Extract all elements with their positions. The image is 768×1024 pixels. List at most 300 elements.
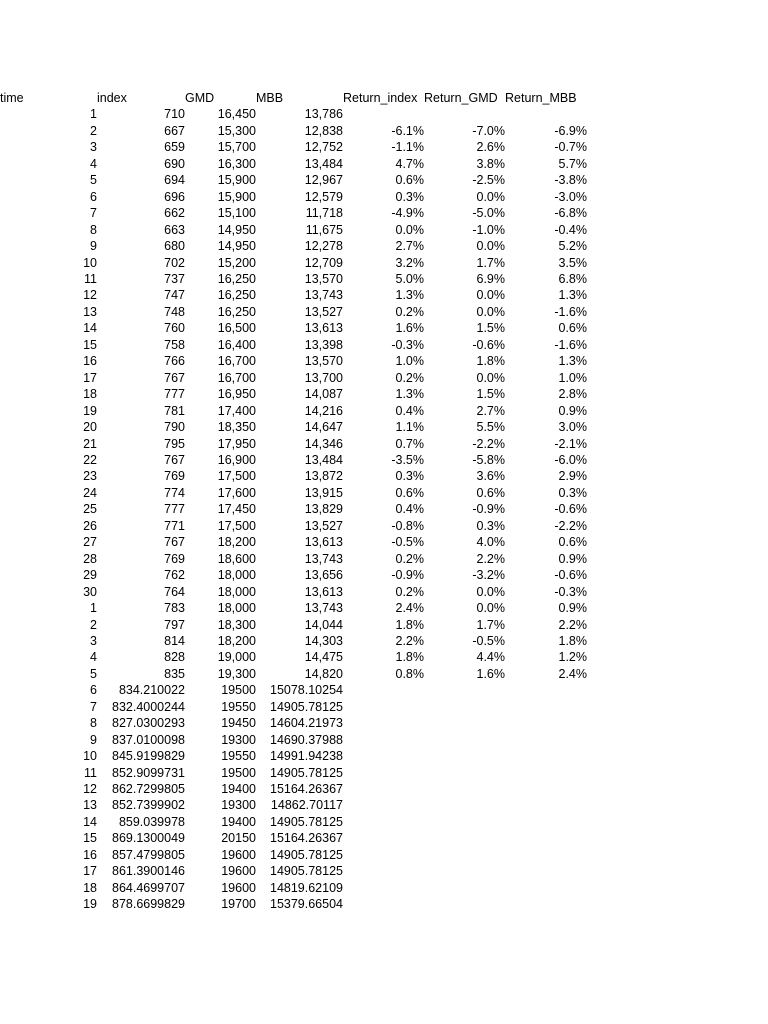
table-row bbox=[0, 682, 587, 698]
table-row bbox=[0, 123, 587, 139]
cell-return-index: 0.6% bbox=[395, 485, 424, 500]
cell-gmd: 17,500 bbox=[217, 518, 256, 533]
table-body bbox=[0, 106, 587, 912]
cell-return-index: 0.8% bbox=[395, 666, 424, 681]
cell-return-mbb: 0.9% bbox=[558, 403, 587, 418]
table-row bbox=[0, 765, 587, 781]
table-row bbox=[0, 633, 587, 649]
cell-return-gmd: -0.9% bbox=[472, 502, 505, 517]
cell-mbb: 14905.78125 bbox=[270, 814, 343, 829]
cell-return-index: -0.8% bbox=[391, 518, 424, 533]
cell-return-gmd: 0.0% bbox=[476, 288, 505, 303]
cell-time: 14 bbox=[83, 321, 97, 336]
cell-return-index bbox=[343, 732, 424, 748]
cell-return-index: -0.5% bbox=[391, 535, 424, 550]
cell-time: 13 bbox=[83, 798, 97, 813]
cell-time: 25 bbox=[83, 502, 97, 517]
cell-index: 696 bbox=[164, 189, 185, 204]
cell-return-gmd bbox=[424, 682, 505, 698]
cell-return-mbb: 0.3% bbox=[558, 485, 587, 500]
cell-return-mbb: -6.8% bbox=[554, 206, 587, 221]
cell-mbb: 15078.10254 bbox=[270, 683, 343, 698]
cell-gmd: 15,900 bbox=[217, 189, 256, 204]
data-table bbox=[0, 90, 587, 913]
cell-return-gmd bbox=[424, 748, 505, 764]
cell-gmd: 19400 bbox=[221, 782, 256, 797]
cell-return-gmd: 2.2% bbox=[476, 551, 505, 566]
cell-gmd: 16,250 bbox=[217, 304, 256, 319]
cell-time: 2 bbox=[90, 123, 97, 138]
cell-return-mbb: 0.6% bbox=[558, 321, 587, 336]
table-row bbox=[0, 370, 587, 386]
cell-return-gmd bbox=[424, 765, 505, 781]
cell-time: 9 bbox=[90, 732, 97, 747]
cell-index: 827.0300293 bbox=[112, 716, 185, 731]
cell-gmd: 19600 bbox=[221, 864, 256, 879]
cell-return-index: 1.3% bbox=[395, 288, 424, 303]
header-return-mbb: Return_MBB bbox=[505, 91, 577, 105]
cell-time: 22 bbox=[83, 452, 97, 467]
cell-gmd: 17,500 bbox=[217, 469, 256, 484]
cell-index: 702 bbox=[164, 255, 185, 270]
cell-gmd: 19,300 bbox=[217, 666, 256, 681]
cell-mbb: 13,656 bbox=[304, 568, 343, 583]
cell-return-index bbox=[343, 797, 424, 813]
cell-return-mbb: 1.3% bbox=[558, 288, 587, 303]
cell-index: 710 bbox=[164, 107, 185, 122]
cell-gmd: 17,450 bbox=[217, 502, 256, 517]
cell-index: 769 bbox=[164, 551, 185, 566]
cell-mbb: 12,278 bbox=[304, 239, 343, 254]
cell-index: 659 bbox=[164, 140, 185, 155]
cell-gmd: 15,900 bbox=[217, 173, 256, 188]
cell-time: 2 bbox=[90, 617, 97, 632]
cell-return-gmd: 6.9% bbox=[476, 271, 505, 286]
cell-time: 23 bbox=[83, 469, 97, 484]
cell-return-gmd bbox=[424, 830, 505, 846]
cell-return-index bbox=[343, 781, 424, 797]
cell-time: 5 bbox=[90, 666, 97, 681]
cell-index: 764 bbox=[164, 584, 185, 599]
cell-mbb: 14604.21973 bbox=[270, 716, 343, 731]
table-row bbox=[0, 205, 587, 221]
table-row bbox=[0, 715, 587, 731]
cell-index: 767 bbox=[164, 535, 185, 550]
cell-return-index: 0.2% bbox=[395, 584, 424, 599]
cell-return-mbb bbox=[505, 732, 587, 748]
cell-return-mbb: -3.0% bbox=[554, 189, 587, 204]
cell-return-index bbox=[343, 830, 424, 846]
cell-index: 748 bbox=[164, 304, 185, 319]
table-row bbox=[0, 847, 587, 863]
cell-gmd: 18,200 bbox=[217, 633, 256, 648]
cell-return-gmd: 0.0% bbox=[476, 601, 505, 616]
cell-gmd: 18,000 bbox=[217, 601, 256, 616]
cell-time: 19 bbox=[83, 897, 97, 912]
cell-gmd: 19,000 bbox=[217, 650, 256, 665]
cell-gmd: 15,700 bbox=[217, 140, 256, 155]
cell-return-gmd: 3.8% bbox=[476, 156, 505, 171]
cell-mbb: 13,700 bbox=[304, 370, 343, 385]
cell-mbb: 13,484 bbox=[304, 156, 343, 171]
cell-index: 767 bbox=[164, 452, 185, 467]
cell-mbb: 13,915 bbox=[304, 485, 343, 500]
cell-return-mbb: 2.4% bbox=[558, 666, 587, 681]
cell-index: 828 bbox=[164, 650, 185, 665]
cell-return-mbb: -1.6% bbox=[554, 304, 587, 319]
cell-return-mbb: -0.3% bbox=[554, 584, 587, 599]
cell-index: 861.3900146 bbox=[112, 864, 185, 879]
cell-mbb: 13,527 bbox=[304, 518, 343, 533]
cell-return-index: 0.2% bbox=[395, 370, 424, 385]
cell-return-index: -0.9% bbox=[391, 568, 424, 583]
cell-gmd: 14,950 bbox=[217, 222, 256, 237]
cell-return-gmd: 0.0% bbox=[476, 584, 505, 599]
cell-index: 869.1300049 bbox=[112, 831, 185, 846]
cell-time: 8 bbox=[90, 716, 97, 731]
cell-time: 6 bbox=[90, 189, 97, 204]
cell-index: 737 bbox=[164, 271, 185, 286]
cell-time: 19 bbox=[83, 403, 97, 418]
cell-index: 758 bbox=[164, 337, 185, 352]
header-mbb: MBB bbox=[256, 91, 284, 105]
cell-mbb: 13,570 bbox=[304, 354, 343, 369]
cell-index: 767 bbox=[164, 370, 185, 385]
cell-time: 11 bbox=[84, 271, 97, 286]
cell-mbb: 14991.94238 bbox=[270, 749, 343, 764]
table-row bbox=[0, 518, 587, 534]
cell-return-mbb: 2.8% bbox=[558, 387, 587, 402]
cell-return-index: 3.2% bbox=[395, 255, 424, 270]
cell-gmd: 16,700 bbox=[217, 370, 256, 385]
table-row bbox=[0, 830, 587, 846]
cell-index: 774 bbox=[164, 485, 185, 500]
cell-time: 10 bbox=[83, 255, 97, 270]
cell-gmd: 18,000 bbox=[217, 584, 256, 599]
cell-return-mbb bbox=[505, 106, 587, 122]
cell-return-gmd: 2.6% bbox=[476, 140, 505, 155]
cell-return-index: 0.6% bbox=[395, 173, 424, 188]
cell-gmd: 19550 bbox=[221, 699, 256, 714]
cell-return-gmd bbox=[424, 797, 505, 813]
cell-return-gmd: 2.7% bbox=[476, 403, 505, 418]
table-row bbox=[0, 814, 587, 830]
cell-mbb: 14,044 bbox=[304, 617, 343, 632]
cell-return-mbb: 1.3% bbox=[558, 354, 587, 369]
cell-mbb: 14,087 bbox=[304, 387, 343, 402]
table-row bbox=[0, 452, 587, 468]
cell-return-mbb bbox=[505, 699, 587, 715]
cell-return-gmd: -1.0% bbox=[472, 222, 505, 237]
cell-time: 4 bbox=[90, 650, 97, 665]
cell-return-mbb bbox=[505, 847, 587, 863]
cell-return-index: -3.5% bbox=[391, 452, 424, 467]
cell-time: 18 bbox=[83, 880, 97, 895]
cell-mbb: 15164.26367 bbox=[270, 782, 343, 797]
table-row bbox=[0, 172, 587, 188]
cell-time: 14 bbox=[83, 814, 97, 829]
table-row bbox=[0, 617, 587, 633]
cell-return-index: 0.3% bbox=[395, 469, 424, 484]
cell-return-gmd: 1.5% bbox=[476, 387, 505, 402]
cell-return-gmd bbox=[424, 896, 505, 912]
cell-gmd: 19600 bbox=[221, 880, 256, 895]
cell-return-gmd: -0.5% bbox=[472, 633, 505, 648]
cell-return-gmd: 0.0% bbox=[476, 304, 505, 319]
cell-return-index bbox=[343, 682, 424, 698]
cell-return-index: 2.2% bbox=[395, 633, 424, 648]
cell-time: 16 bbox=[83, 847, 97, 862]
cell-mbb: 14905.78125 bbox=[270, 847, 343, 862]
cell-gmd: 16,950 bbox=[217, 387, 256, 402]
cell-return-mbb: 2.2% bbox=[558, 617, 587, 632]
cell-mbb: 15379.66504 bbox=[270, 897, 343, 912]
cell-return-index: 0.4% bbox=[395, 502, 424, 517]
cell-return-gmd: -3.2% bbox=[472, 568, 505, 583]
cell-return-mbb: 6.8% bbox=[558, 271, 587, 286]
cell-return-gmd: 1.6% bbox=[476, 666, 505, 681]
cell-time: 15 bbox=[83, 831, 97, 846]
cell-index: 845.9199829 bbox=[112, 749, 185, 764]
cell-gmd: 19500 bbox=[221, 683, 256, 698]
cell-return-gmd: -2.2% bbox=[472, 436, 505, 451]
cell-return-index bbox=[343, 106, 424, 122]
cell-mbb: 13,398 bbox=[304, 337, 343, 352]
cell-mbb: 13,484 bbox=[304, 452, 343, 467]
table-row bbox=[0, 584, 587, 600]
cell-index: 747 bbox=[164, 288, 185, 303]
cell-index: 662 bbox=[164, 206, 185, 221]
cell-gmd: 19500 bbox=[221, 765, 256, 780]
cell-return-index bbox=[343, 863, 424, 879]
cell-gmd: 14,950 bbox=[217, 239, 256, 254]
cell-gmd: 19300 bbox=[221, 732, 256, 747]
cell-gmd: 16,250 bbox=[217, 288, 256, 303]
cell-return-mbb bbox=[505, 797, 587, 813]
cell-mbb: 13,570 bbox=[304, 271, 343, 286]
cell-mbb: 11,718 bbox=[305, 206, 343, 221]
cell-time: 17 bbox=[83, 864, 97, 879]
cell-mbb: 12,838 bbox=[304, 123, 343, 138]
cell-time: 28 bbox=[83, 551, 97, 566]
cell-gmd: 19550 bbox=[221, 749, 256, 764]
cell-return-gmd: -5.8% bbox=[472, 452, 505, 467]
cell-return-gmd bbox=[424, 732, 505, 748]
cell-index: 864.4699707 bbox=[112, 880, 185, 895]
header-index: index bbox=[97, 91, 127, 105]
cell-time: 7 bbox=[90, 206, 97, 221]
cell-return-mbb: -0.6% bbox=[554, 502, 587, 517]
cell-return-index bbox=[343, 699, 424, 715]
header-row bbox=[0, 90, 587, 106]
cell-time: 21 bbox=[83, 436, 97, 451]
cell-return-index: 0.3% bbox=[395, 189, 424, 204]
cell-return-index: 4.7% bbox=[395, 156, 424, 171]
cell-return-index: 1.8% bbox=[395, 617, 424, 632]
cell-return-mbb: -2.2% bbox=[554, 518, 587, 533]
cell-return-index: -0.3% bbox=[391, 337, 424, 352]
cell-return-gmd: 1.7% bbox=[476, 255, 505, 270]
table-row bbox=[0, 189, 587, 205]
table-row bbox=[0, 896, 587, 912]
cell-gmd: 18,350 bbox=[217, 420, 256, 435]
cell-time: 10 bbox=[83, 749, 97, 764]
table-row bbox=[0, 600, 587, 616]
cell-return-gmd bbox=[424, 814, 505, 830]
cell-return-gmd: 1.7% bbox=[476, 617, 505, 632]
cell-return-gmd bbox=[424, 863, 505, 879]
cell-time: 29 bbox=[83, 568, 97, 583]
cell-return-gmd bbox=[424, 781, 505, 797]
cell-gmd: 18,600 bbox=[217, 551, 256, 566]
table-row bbox=[0, 485, 587, 501]
cell-mbb: 14,820 bbox=[304, 666, 343, 681]
cell-return-gmd: -5.0% bbox=[472, 206, 505, 221]
cell-time: 1 bbox=[90, 107, 97, 122]
cell-gmd: 19600 bbox=[221, 847, 256, 862]
table-row bbox=[0, 666, 587, 682]
table-row bbox=[0, 287, 587, 303]
cell-gmd: 17,950 bbox=[217, 436, 256, 451]
cell-time: 16 bbox=[83, 354, 97, 369]
cell-gmd: 16,900 bbox=[217, 452, 256, 467]
cell-time: 26 bbox=[83, 518, 97, 533]
cell-gmd: 15,300 bbox=[217, 123, 256, 138]
cell-gmd: 17,600 bbox=[217, 485, 256, 500]
table-row bbox=[0, 699, 587, 715]
cell-return-index: -4.9% bbox=[391, 206, 424, 221]
table-row bbox=[0, 419, 587, 435]
cell-return-index: 1.1% bbox=[395, 420, 424, 435]
cell-index: 694 bbox=[164, 173, 185, 188]
cell-time: 3 bbox=[90, 140, 97, 155]
cell-index: 777 bbox=[164, 387, 185, 402]
table-row bbox=[0, 320, 587, 336]
cell-return-gmd: 0.0% bbox=[476, 370, 505, 385]
cell-return-mbb bbox=[505, 765, 587, 781]
cell-mbb: 14905.78125 bbox=[270, 864, 343, 879]
cell-gmd: 15,200 bbox=[217, 255, 256, 270]
header-time: time bbox=[0, 91, 24, 105]
cell-index: 663 bbox=[164, 222, 185, 237]
cell-time: 5 bbox=[90, 173, 97, 188]
cell-return-mbb: -6.0% bbox=[554, 452, 587, 467]
cell-gmd: 16,500 bbox=[217, 321, 256, 336]
table-row bbox=[0, 304, 587, 320]
cell-return-gmd bbox=[424, 106, 505, 122]
cell-time: 7 bbox=[90, 699, 97, 714]
cell-mbb: 14862.70117 bbox=[270, 798, 343, 813]
cell-index: 859.039978 bbox=[118, 814, 185, 829]
cell-time: 20 bbox=[83, 420, 97, 435]
table-row bbox=[0, 797, 587, 813]
cell-return-gmd bbox=[424, 847, 505, 863]
cell-gmd: 18,200 bbox=[217, 535, 256, 550]
cell-mbb: 14,475 bbox=[304, 650, 343, 665]
cell-time: 15 bbox=[83, 337, 97, 352]
cell-index: 837.0100098 bbox=[112, 732, 185, 747]
cell-mbb: 13,872 bbox=[304, 469, 343, 484]
cell-index: 690 bbox=[164, 156, 185, 171]
cell-return-index: 1.3% bbox=[395, 387, 424, 402]
cell-mbb: 12,752 bbox=[304, 140, 343, 155]
cell-return-gmd: 0.3% bbox=[476, 518, 505, 533]
cell-mbb: 14,647 bbox=[304, 420, 343, 435]
cell-mbb: 11,675 bbox=[305, 222, 343, 237]
cell-return-mbb: 1.2% bbox=[558, 650, 587, 665]
cell-gmd: 20150 bbox=[221, 831, 256, 846]
table-row bbox=[0, 139, 587, 155]
cell-mbb: 13,743 bbox=[304, 601, 343, 616]
cell-time: 12 bbox=[83, 782, 97, 797]
cell-return-mbb: -1.6% bbox=[554, 337, 587, 352]
cell-return-mbb bbox=[505, 715, 587, 731]
cell-return-mbb bbox=[505, 781, 587, 797]
cell-index: 790 bbox=[164, 420, 185, 435]
cell-return-gmd: 0.0% bbox=[476, 239, 505, 254]
cell-return-mbb: 1.0% bbox=[558, 370, 587, 385]
cell-index: 795 bbox=[164, 436, 185, 451]
cell-gmd: 19300 bbox=[221, 798, 256, 813]
table-row bbox=[0, 106, 587, 122]
cell-index: 680 bbox=[164, 239, 185, 254]
cell-return-mbb bbox=[505, 863, 587, 879]
cell-return-index: 2.7% bbox=[395, 239, 424, 254]
cell-return-index: 0.4% bbox=[395, 403, 424, 418]
cell-index: 771 bbox=[164, 518, 185, 533]
cell-index: 832.4000244 bbox=[112, 699, 185, 714]
cell-return-gmd: -2.5% bbox=[472, 173, 505, 188]
cell-time: 4 bbox=[90, 156, 97, 171]
cell-return-gmd: 5.5% bbox=[476, 420, 505, 435]
cell-return-mbb: -6.9% bbox=[554, 123, 587, 138]
cell-gmd: 16,250 bbox=[217, 271, 256, 286]
cell-index: 777 bbox=[164, 502, 185, 517]
cell-return-mbb bbox=[505, 880, 587, 896]
cell-index: 852.7399902 bbox=[112, 798, 185, 813]
cell-time: 30 bbox=[83, 584, 97, 599]
cell-return-mbb bbox=[505, 682, 587, 698]
cell-return-index: -6.1% bbox=[391, 123, 424, 138]
cell-index: 766 bbox=[164, 354, 185, 369]
table-row bbox=[0, 781, 587, 797]
table-row bbox=[0, 567, 587, 583]
cell-return-mbb: 3.0% bbox=[558, 420, 587, 435]
cell-gmd: 18,000 bbox=[217, 568, 256, 583]
cell-return-index: 5.0% bbox=[395, 271, 424, 286]
cell-mbb: 12,709 bbox=[304, 255, 343, 270]
cell-mbb: 13,829 bbox=[304, 502, 343, 517]
cell-mbb: 13,527 bbox=[304, 304, 343, 319]
cell-return-mbb: 0.6% bbox=[558, 535, 587, 550]
cell-index: 797 bbox=[164, 617, 185, 632]
cell-gmd: 15,100 bbox=[217, 206, 256, 221]
cell-mbb: 12,967 bbox=[304, 173, 343, 188]
table-row bbox=[0, 386, 587, 402]
cell-return-mbb bbox=[505, 896, 587, 912]
cell-return-mbb: -0.7% bbox=[554, 140, 587, 155]
cell-return-gmd: -7.0% bbox=[472, 123, 505, 138]
table-row bbox=[0, 880, 587, 896]
cell-gmd: 19400 bbox=[221, 814, 256, 829]
cell-mbb: 13,786 bbox=[304, 107, 343, 122]
table-row bbox=[0, 353, 587, 369]
cell-return-index: 1.8% bbox=[395, 650, 424, 665]
cell-index: 762 bbox=[164, 568, 185, 583]
cell-index: 835 bbox=[164, 666, 185, 681]
table-row bbox=[0, 337, 587, 353]
table-row bbox=[0, 551, 587, 567]
